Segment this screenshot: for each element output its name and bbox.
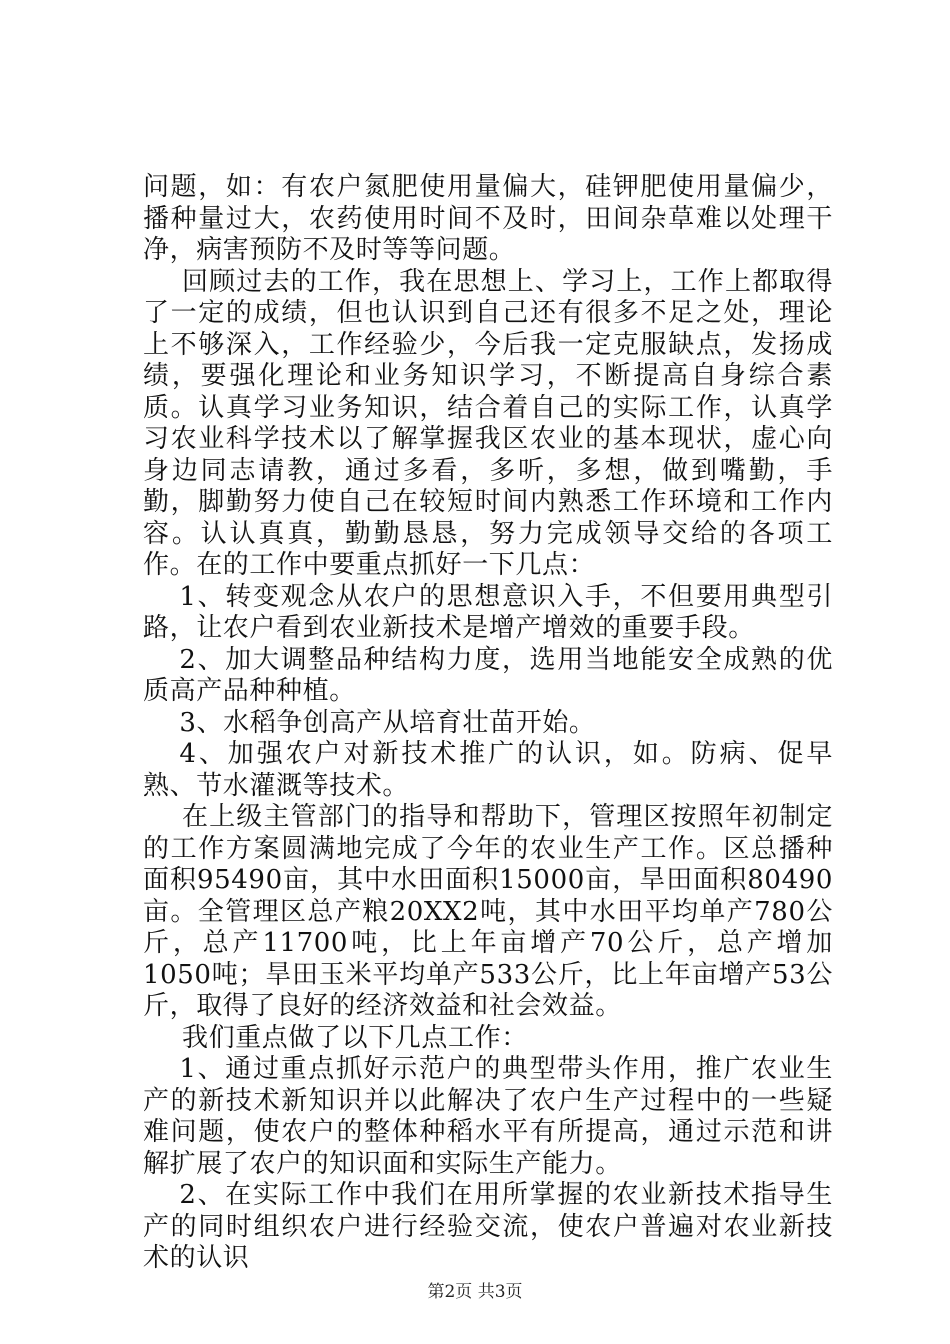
list-item-4: 4、加强农户对新技术推广的认识，如。防病、促早熟、节水灌溉等技术。: [143, 739, 833, 801]
list-item-3: 3、水稻争创高产从培育壮苗开始。: [179, 707, 596, 738]
page-number: 第2页 共3页: [427, 1282, 523, 1302]
paragraph-review: 回顾过去的工作，我在思想上、学习上，工作上都取得了一定的成绩，但也认识到自己还有很多不足之处，理论上不够深入，工作经验少，今后我一定克服缺点，发扬成绩，要强化理论和业务知识学习，不断提高自身综合素质。认真学习业务知识，结合着自己的实际工作，认真学习农业科学技术以了解掌握我区农业的基本现状，虚心向身边同志请教，通过多看，多听，多想，做到嘴勤，手勤，脚勤努力使自己在较短时间内熟悉工作环境和工作内容。认认真真，勤勤恳恳，努力完成领导交给的各项工作。在的工作中要重点抓好一下几点：: [143, 266, 833, 580]
work-item-2: 2、在实际工作中我们在用所掌握的农业新技术指导生产的同时组织农户进行经验交流，使农户普遍对农业新技术的认识: [143, 1180, 833, 1273]
paragraph-production-summary: 在上级主管部门的指导和帮助下，管理区按照年初制定的工作方案圆满地完成了今年的农业生产工作。区总播种面积95490亩，其中水田面积15000亩，旱田面积80490亩。全管理区总产粮20XX2吨，其中水田平均单产780公斤，总产11700吨，比上年亩增产70公斤，总产增加1050吨；旱田玉米平均单产533公斤，比上年亩增产53公斤，取得了良好的经济效益和社会效益。: [143, 802, 833, 1021]
work-item-1: 1、通过重点抓好示范户的典型带头作用，推广农业生产的新技术新知识并以此解决了农户生产过程中的一些疑难问题，使农户的整体种稻水平有所提高，通过示范和讲解扩展了农户的知识面和实际生产能力。: [143, 1054, 833, 1179]
document-body: [143, 172, 833, 1275]
paragraph-continuation: 问题，如：有农户氮肥使用量偏大，硅钾肥使用量偏少，播种量过大，农药使用时间不及时，田间杂草难以处理干净，病害预防不及时等等问题。: [143, 172, 833, 265]
list-item-1: 1、转变观念从农户的思想意识入手，不但要用典型引路，让农户看到农业新技术是增产增效的重要手段。: [143, 581, 833, 643]
list-item-2: 2、加大调整品种结构力度，选用当地能安全成熟的优质高产品种种植。: [143, 644, 833, 706]
paragraph-work-intro: 我们重点做了以下几点工作：: [182, 1022, 528, 1053]
